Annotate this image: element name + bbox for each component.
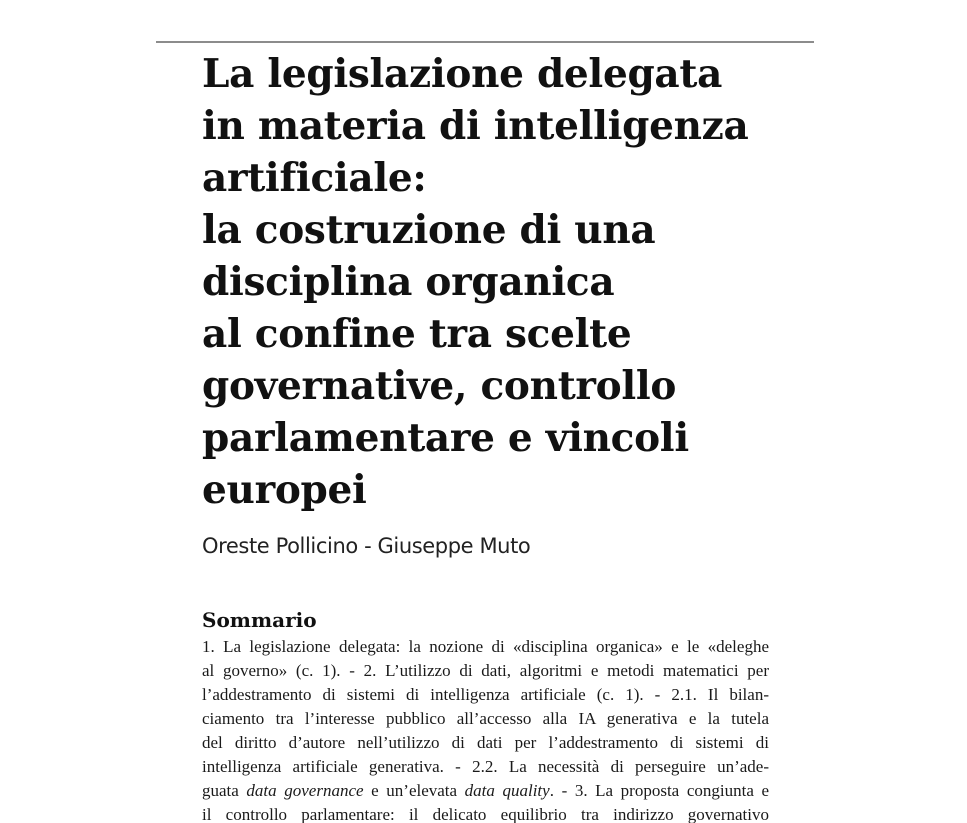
- summary-text-run: . - 3. La proposta congiunta e: [549, 781, 769, 800]
- summary-line: ciamento tra l’interesse pubblico all’accesso alla IA generativa e la tutela: [202, 709, 769, 728]
- title-line: La legislazione delegata: [202, 51, 723, 97]
- summary-text: [202, 635, 769, 823]
- title-line: artificiale:: [202, 155, 427, 201]
- summary-line: intelligenza artificiale generativa. - 2.2. La necessità di perseguire un’ade-: [202, 757, 769, 776]
- summary-line: del diritto d’autore nell’utilizzo di dati per l’addestramento di sistemi di: [202, 733, 769, 752]
- summary-text-run: guata: [202, 781, 247, 800]
- article-title: [202, 48, 802, 516]
- emphasis-data-governance: data governance: [246, 781, 364, 800]
- title-line: europei: [202, 467, 367, 513]
- title-line: parlamentare e vincoli: [202, 415, 689, 461]
- summary-heading: Sommario: [202, 608, 317, 632]
- summary-line: 1. La legislazione delegata: la nozione di «disciplina organica» e le «deleghe: [202, 637, 769, 656]
- summary-line: il controllo parlamentare: il delicato equilibrio tra indirizzo governativo: [202, 805, 769, 823]
- summary-line: [202, 779, 769, 803]
- title-line: al confine tra scelte: [202, 311, 632, 357]
- title-line: disciplina organica: [202, 259, 615, 305]
- summary-line: al governo» (c. 1). - 2. L’utilizzo di dati, algoritmi e metodi matematici per: [202, 661, 769, 680]
- title-line: la costruzione di una: [202, 207, 656, 253]
- author-line: Oreste Pollicino - Giuseppe Muto: [202, 534, 531, 558]
- title-line: governative, controllo: [202, 363, 677, 409]
- summary-line: l’addestramento di sistemi di intelligenza artificiale (c. 1). - 2.1. Il bilan-: [202, 685, 769, 704]
- summary-text-run: e un’elevata: [363, 781, 465, 800]
- top-rule: [156, 41, 814, 43]
- title-line: in materia di intelligenza: [202, 103, 749, 149]
- emphasis-data-quality: data quality: [464, 781, 550, 800]
